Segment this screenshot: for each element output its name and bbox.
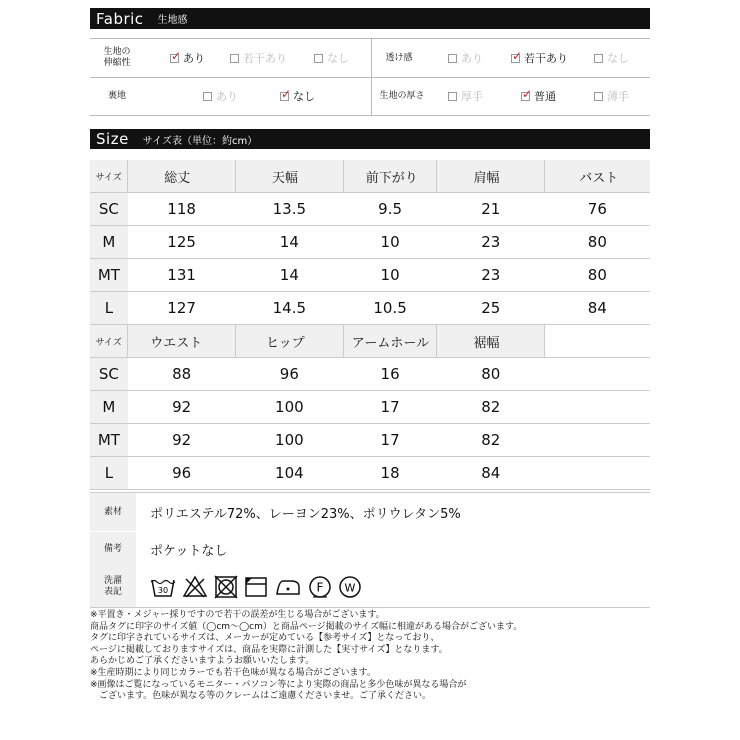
size-label: L <box>90 457 128 490</box>
note-line: ※平置き・メジャー採りですので若干の誤差が生じる場合がございます。 <box>90 610 385 620</box>
value-cell: 92 <box>128 391 236 424</box>
checkbox-empty <box>314 54 323 63</box>
value-cell: 14 <box>235 259 343 292</box>
remarks-row <box>90 531 650 567</box>
size-label: L <box>90 292 128 325</box>
size-column-label: サイズ <box>90 160 128 193</box>
value-cell: 88 <box>128 358 236 391</box>
stretch-option-no: なし <box>314 39 349 77</box>
value-cell: 10.5 <box>343 292 437 325</box>
size-label: SC <box>90 193 128 226</box>
value-cell: 17 <box>343 391 437 424</box>
header-cell: ヒップ <box>235 325 343 358</box>
value-cell <box>545 457 650 490</box>
svg-text:30: 30 <box>157 586 169 595</box>
iron-low-icon <box>274 575 302 599</box>
checkbox-empty <box>594 92 603 101</box>
lining-option-no: ✓ なし <box>281 86 315 103</box>
dry-clean-f-icon <box>308 575 332 599</box>
material-row <box>90 493 650 531</box>
value-cell: 80 <box>545 226 650 259</box>
value-cell: 23 <box>437 259 545 292</box>
value-cell: 104 <box>235 457 343 490</box>
value-cell: 21 <box>437 193 545 226</box>
checkbox-checked <box>170 48 182 63</box>
value-cell: 14.5 <box>235 292 343 325</box>
value-cell: 10 <box>343 226 437 259</box>
fabric-table <box>90 38 650 116</box>
remarks-label: 備考 <box>90 531 136 567</box>
table-row <box>90 259 650 292</box>
header-cell-empty <box>545 325 650 358</box>
stretch-label: 生地の 伸縮性 <box>103 47 131 68</box>
value-cell: 16 <box>343 358 437 391</box>
size-label: MT <box>90 259 128 292</box>
hand-wash-30-icon <box>150 575 176 599</box>
note-line: ございます。色味が異なる等のクレームはご遠慮くださいませ。ご了承ください。 <box>90 691 432 702</box>
value-cell: 80 <box>545 259 650 292</box>
material-value: ポリエステル72%、レーヨン23%、ポリウレタン5% <box>150 506 461 522</box>
value-cell: 25 <box>437 292 545 325</box>
value-cell: 92 <box>128 424 236 457</box>
fabric-subtitle: 生地感 <box>157 15 188 26</box>
care-label: 洗濯 表記 <box>90 567 136 607</box>
value-cell: 13.5 <box>235 193 343 226</box>
size-header-bar <box>90 129 650 149</box>
value-cell: 127 <box>128 292 236 325</box>
value-cell: 118 <box>128 193 236 226</box>
value-cell: 84 <box>437 457 545 490</box>
header-cell: 前下がり <box>343 160 437 193</box>
header-cell: ウエスト <box>128 325 236 358</box>
value-cell <box>545 391 650 424</box>
lining-option-yes: あり <box>203 77 238 115</box>
value-cell: 100 <box>235 424 343 457</box>
fabric-row-stretch-transparency <box>90 39 650 77</box>
no-tumble-dry-icon <box>214 575 238 599</box>
note-line: あらかじめご了承くださいますようお願いいたします。 <box>90 656 315 667</box>
header-cell: 裾幅 <box>437 325 545 358</box>
value-cell: 82 <box>437 424 545 457</box>
check-icon: ✓ <box>171 48 182 63</box>
line-dry-shade-icon <box>244 575 268 599</box>
size-label: M <box>90 391 128 424</box>
header-cell: 肩幅 <box>437 160 545 193</box>
table-row <box>90 457 650 490</box>
table-row <box>90 193 650 226</box>
svg-text:W: W <box>344 581 356 595</box>
value-cell: 96 <box>128 457 236 490</box>
size-title: Size <box>96 130 129 148</box>
size-label: MT <box>90 424 128 457</box>
fabric-header-bar <box>90 8 650 29</box>
checkbox-empty <box>448 92 457 101</box>
value-cell: 80 <box>437 358 545 391</box>
thickness-label: 生地の厚さ <box>379 90 425 101</box>
check-icon: ✓ <box>522 86 533 101</box>
transparency-label: 透け感 <box>385 52 413 63</box>
size-table-header-2 <box>90 325 650 358</box>
table-row <box>90 424 650 457</box>
value-cell: 9.5 <box>343 193 437 226</box>
value-cell <box>545 424 650 457</box>
checkbox-empty <box>594 54 603 63</box>
stretch-option-slight: 若干あり <box>230 39 287 77</box>
value-cell: 84 <box>545 292 650 325</box>
value-cell: 17 <box>343 424 437 457</box>
size-table <box>90 160 650 490</box>
note-line: ※画像はご覧になっているモニター・パソコン等により実際の商品と多少色味が異なる場合が <box>90 679 467 690</box>
table-row <box>90 391 650 424</box>
fabric-row-lining-thickness <box>90 77 650 115</box>
stretch-option-yes: ✓ あり <box>171 48 205 65</box>
value-cell: 96 <box>235 358 343 391</box>
note-line: ※生産時期により同じカラーでも若干色味が異なる場合がございます。 <box>90 667 376 678</box>
value-cell: 82 <box>437 391 545 424</box>
notes-block <box>90 610 650 703</box>
header-cell: 天幅 <box>235 160 343 193</box>
size-subtitle: サイズ表（単位：約cm） <box>142 135 258 147</box>
size-column-label: サイズ <box>90 325 128 358</box>
note-line: ページに掲載しておりますサイズは、商品を実際に計測した【実寸サイズ】となります。 <box>90 644 448 655</box>
material-section <box>90 492 650 608</box>
table-row <box>90 292 650 325</box>
value-cell: 100 <box>235 391 343 424</box>
value-cell: 18 <box>343 457 437 490</box>
checkbox-empty <box>203 92 212 101</box>
note-line: タグに印字されているサイズは、メーカーが定めている【参考サイズ】となっており、 <box>90 633 440 644</box>
transparency-option-yes: あり <box>448 39 483 77</box>
care-row <box>90 567 650 607</box>
value-cell <box>545 358 650 391</box>
value-cell: 125 <box>128 226 236 259</box>
value-cell: 23 <box>437 226 545 259</box>
fabric-title: Fabric <box>96 9 144 28</box>
checkbox-empty <box>448 54 457 63</box>
thickness-option-thick: 厚手 <box>448 77 483 115</box>
size-table-header-1 <box>90 160 650 193</box>
table-row <box>90 226 650 259</box>
value-cell: 131 <box>128 259 236 292</box>
transparency-option-slight: ✓ 若干あり <box>512 48 568 65</box>
header-cell: 総丈 <box>128 160 236 193</box>
wet-clean-w-icon <box>338 575 362 599</box>
size-label: SC <box>90 358 128 391</box>
check-icon: ✓ <box>512 48 523 63</box>
checkbox-checked <box>280 86 292 101</box>
care-icons <box>150 573 362 601</box>
checkbox-checked <box>521 86 533 101</box>
header-cell: バスト <box>545 160 650 193</box>
transparency-option-no: なし <box>594 39 629 77</box>
thickness-option-normal: ✓ 普通 <box>522 86 556 103</box>
value-cell: 10 <box>343 259 437 292</box>
lining-label: 裏地 <box>107 90 126 101</box>
header-cell: アームホール <box>343 325 437 358</box>
remarks-value: ポケットなし <box>150 543 228 559</box>
value-cell: 14 <box>235 226 343 259</box>
svg-text:F: F <box>316 580 324 595</box>
table-row <box>90 358 650 391</box>
row-divider <box>90 531 650 532</box>
check-icon: ✓ <box>281 86 292 101</box>
note-line: 商品タグに印字のサイズ値（◯cm〜◯cm）と商品ページ掲載のサイズ幅に相違がある場合がございます。 <box>90 621 523 632</box>
checkbox-empty <box>230 54 239 63</box>
value-cell: 76 <box>545 193 650 226</box>
material-label: 素材 <box>90 493 136 531</box>
checkbox-checked <box>511 48 523 63</box>
size-label: M <box>90 226 128 259</box>
no-bleach-icon <box>182 575 208 599</box>
thickness-option-thin: 薄手 <box>594 77 629 115</box>
